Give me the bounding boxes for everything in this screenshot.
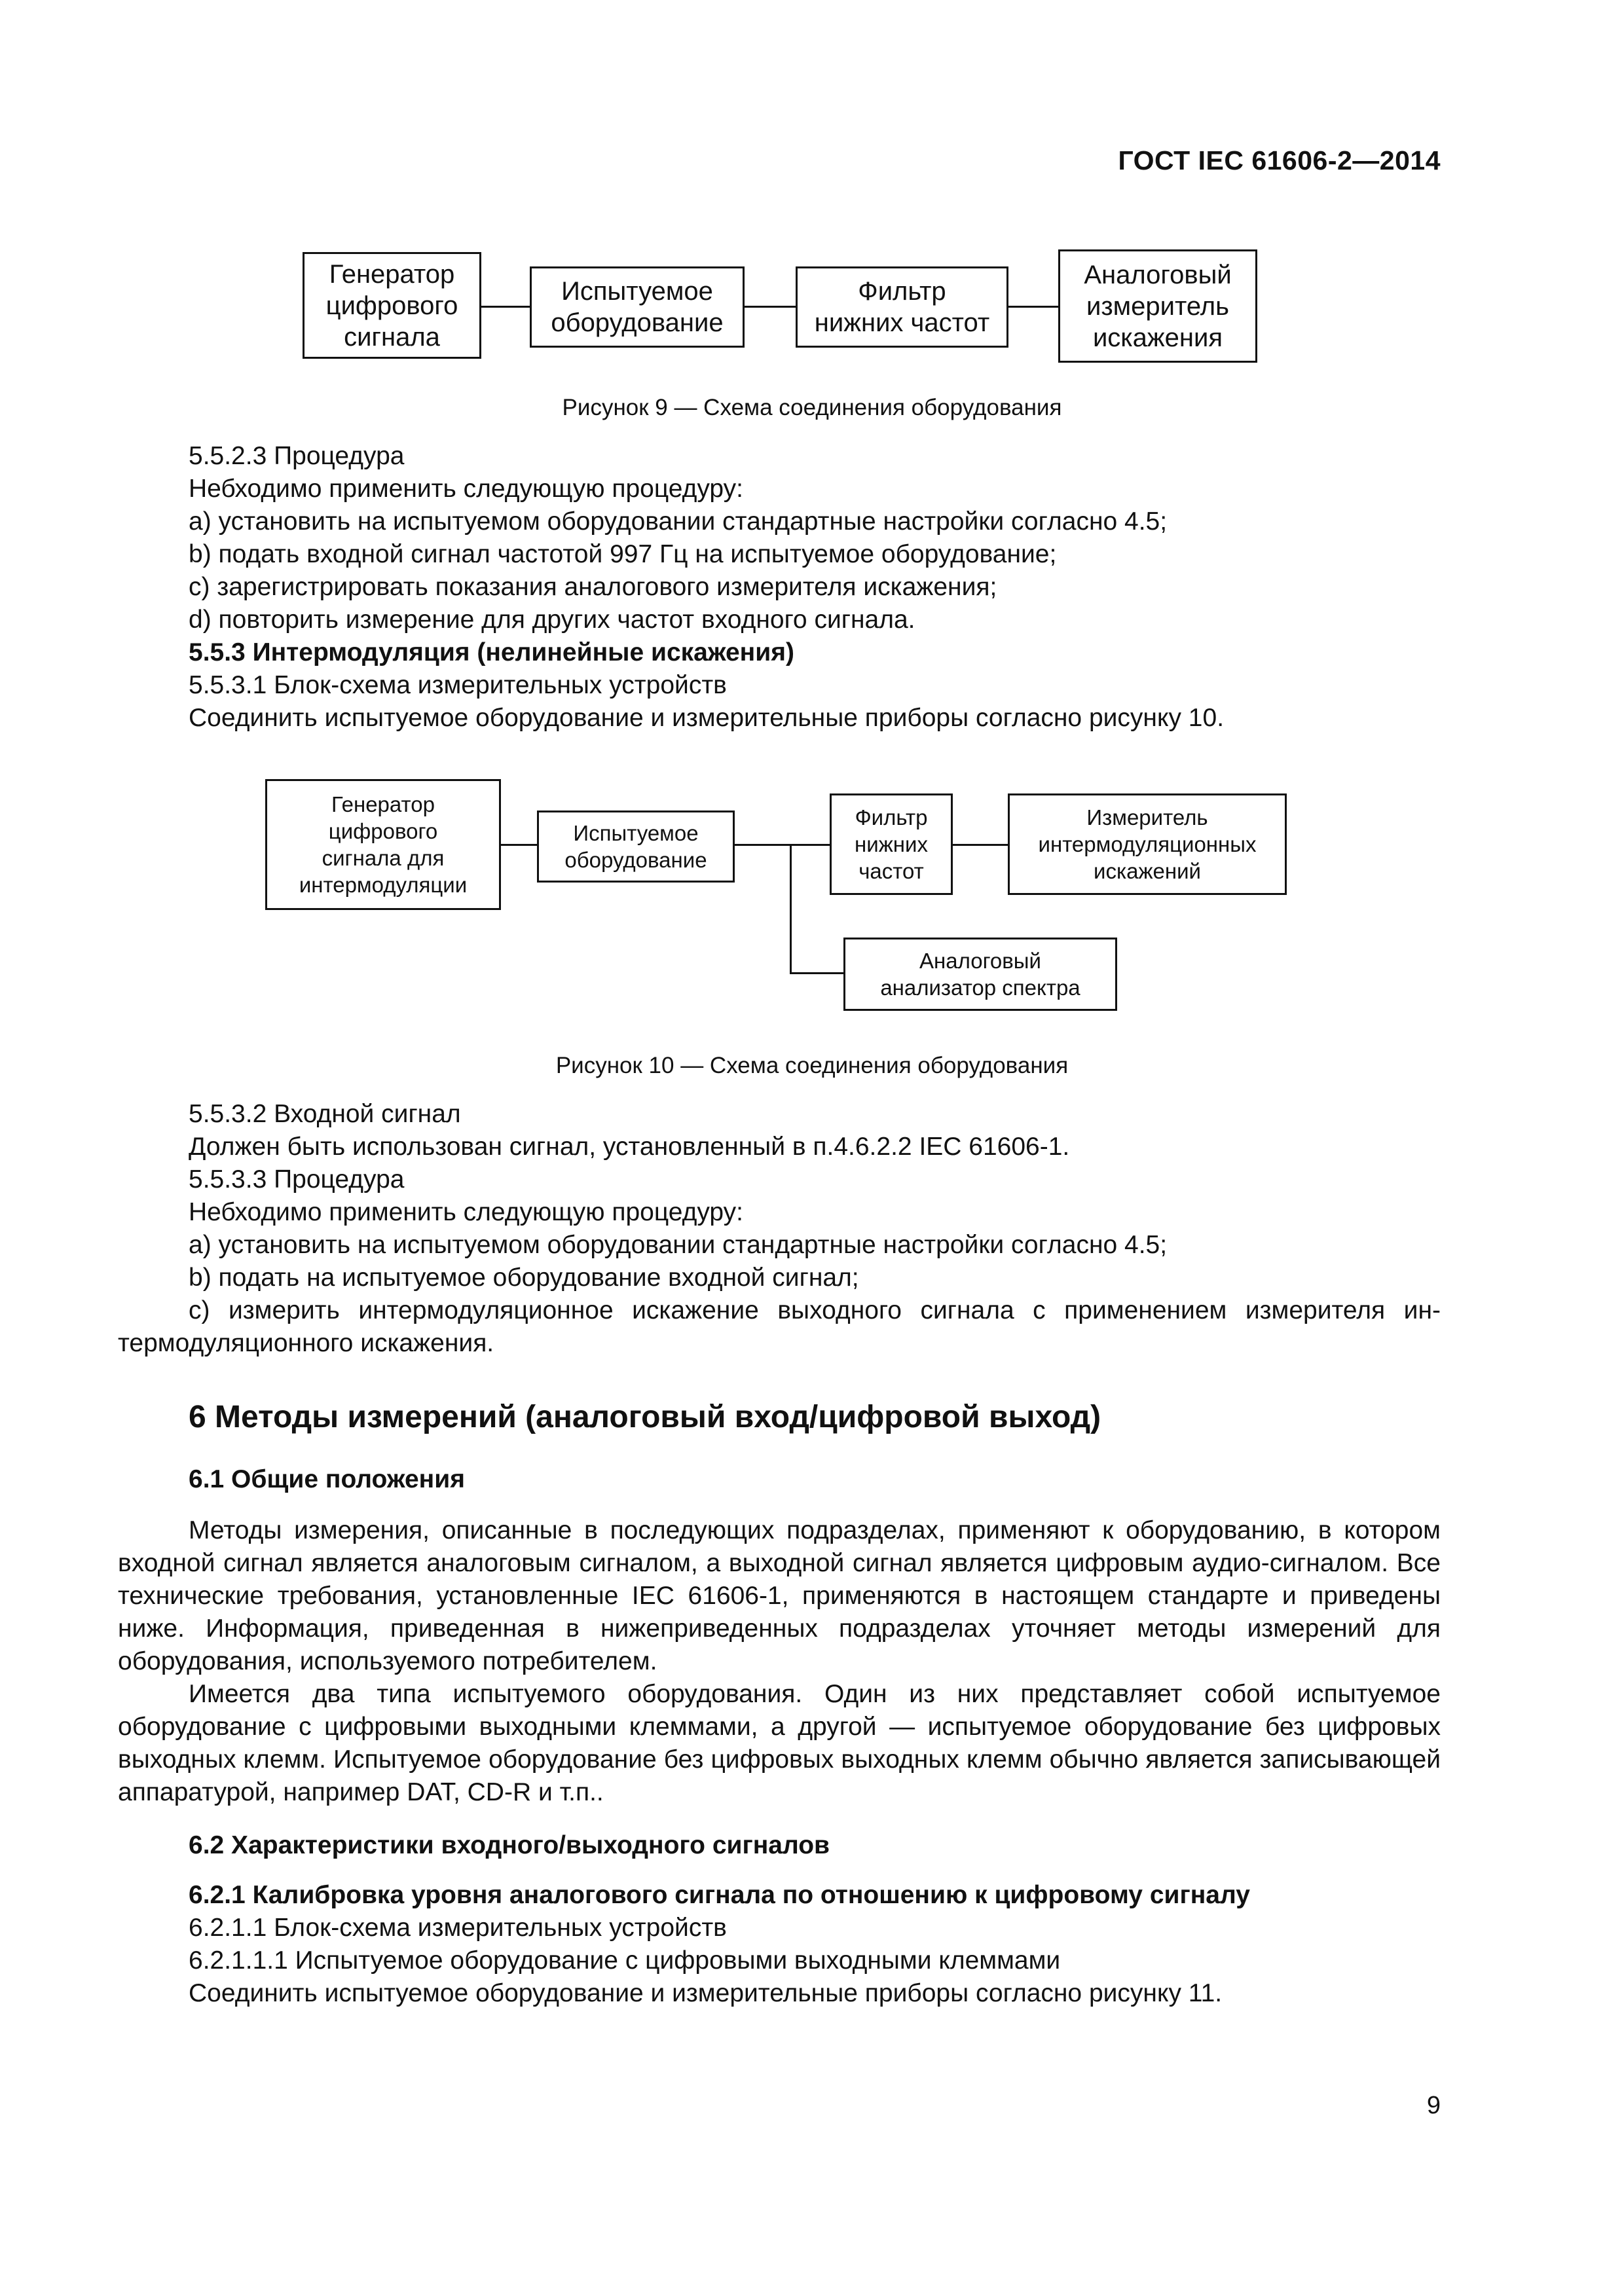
page-number: 9 (1426, 2092, 1441, 2119)
section-heading: 6.1 Общие положения (189, 1465, 465, 1493)
section-heading: 5.5.3 Интермодуляция (нелинейные искажения) (189, 638, 794, 666)
paragraph: Соединить испытуемое оборудование и измерительные приборы согласно рисунку 10. (189, 704, 1225, 732)
list-item: d) повторить измерение для других частот входного сигнала. (189, 606, 915, 634)
connector-line (953, 844, 1008, 846)
connector-line (1008, 306, 1058, 308)
document-header: ГОСТ IEC 61606-2—2014 (1118, 145, 1441, 175)
list-item: a) установить на испытуемом оборудовании стандартные настройки согласно 4.5; (189, 507, 1168, 536)
dut-box: Испытуемое оборудование (530, 266, 745, 348)
connector-line (745, 306, 796, 308)
list-item: c) зарегистрировать показания аналогового измерителя искажения; (189, 573, 997, 601)
im-generator-box: Генератор цифрового сигнала для интермодуляции (265, 779, 501, 910)
figure-9-caption: Рисунок 9 — Схема соединения оборудования (562, 395, 1062, 420)
paragraph: Имеется два типа испытуемого оборудования. Один из них представляет собой испытуемое оборудование с цифровыми выходными клеммами, а другой — испытуемое оборудование без цифровых выходных клемм. Испытуемое оборудование без цифровых выходных клемм обычно является записывающей аппаратурой, например DAT, CD-R и т.п.. (118, 1680, 1441, 1806)
section-heading: 6.2.1.1.1 Испытуемое оборудование с цифровыми выходными клеммами (189, 1946, 1061, 1975)
list-item: c) измерить интермодуляционное искажение выходного сигнала с применением измерителя ин-термодуляционного искажения. (118, 1296, 1441, 1357)
lowpass-filter-box: Фильтр нижних частот (796, 266, 1008, 348)
dut-box: Испытуемое оборудование (537, 811, 735, 883)
section-heading: 5.5.3.3 Процедура (189, 1165, 405, 1194)
figure-10-caption: Рисунок 10 — Схема соединения оборудования (555, 1053, 1069, 1078)
connector-line (501, 844, 537, 846)
list-item: a) установить на испытуемом оборудовании стандартные настройки согласно 4.5; (189, 1231, 1168, 1259)
section-heading: 5.5.2.3 Процедура (189, 442, 405, 470)
paragraph: Соединить испытуемое оборудование и измерительные приборы согласно рисунку 11. (189, 1979, 1223, 2007)
paragraph: Небходимо применить следующую процедуру: (189, 1198, 744, 1226)
connector-line (790, 972, 843, 974)
section-heading: 6.2.1 Калибровка уровня аналогового сигнала по отношению к цифровому сигналу (189, 1881, 1250, 1909)
section-heading: 6.2.1.1 Блок-схема измерительных устройств (189, 1914, 727, 1942)
lowpass-filter-box: Фильтр нижних частот (830, 793, 953, 895)
list-item: b) подать входной сигнал частотой 997 Гц на испытуемое оборудование; (189, 540, 1057, 568)
paragraph: Небходимо применить следующую процедуру: (189, 475, 744, 503)
connector-line (735, 844, 830, 846)
list-item: b) подать на испытуемое оборудование входной сигнал; (189, 1264, 859, 1292)
analog-distortion-meter-box: Аналоговый измеритель искажения (1058, 249, 1257, 363)
im-distortion-meter-box: Измеритель интермодуляционных искажений (1008, 793, 1287, 895)
paragraph: Методы измерения, описанные в последующих подразделах, применяют к оборудованию, в котором входной сигнал является аналоговым сигналом, а выходной сигнал является цифровым аудио-сигналом. Все технические требования, установленные IEC 61606-1, применяются в настоящем стандарте и приведены ниже. Информация, приведенная в нижеприведенных подразделах уточняет методы измерений для оборудования, используемого потребителем. (118, 1516, 1441, 1675)
section-heading: 5.5.3.1 Блок-схема измерительных устройств (189, 671, 727, 699)
spectrum-analyzer-box: Аналоговый анализатор спектра (843, 938, 1117, 1011)
section-heading: 5.5.3.2 Входной сигнал (189, 1100, 461, 1128)
paragraph: Должен быть использован сигнал, установленный в п.4.6.2.2 IEC 61606-1. (189, 1133, 1070, 1161)
section-heading: 6.2 Характеристики входного/выходного сигналов (189, 1831, 830, 1859)
connector-line (481, 306, 530, 308)
connector-line (790, 844, 792, 974)
chapter-heading: 6 Методы измерений (аналоговый вход/цифровой выход) (189, 1400, 1101, 1434)
digital-generator-box: Генератор цифрового сигнала (303, 252, 481, 359)
